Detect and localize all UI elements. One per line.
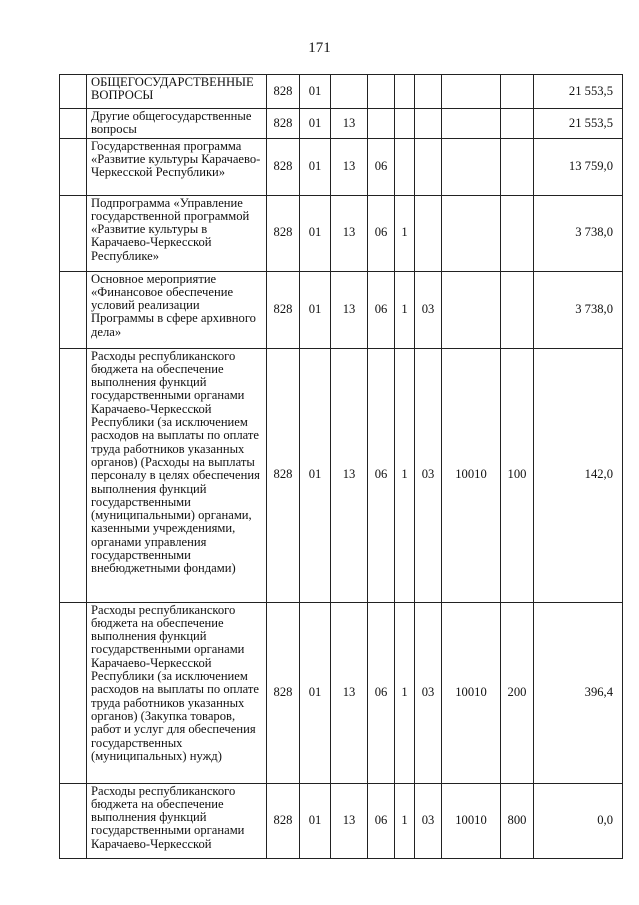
- row-number-cell: [60, 602, 87, 783]
- program-code-cell: 06: [368, 348, 395, 602]
- item-name-cell: Расходы республиканского бюджета на обеспечение выполнения функций государственными органами Карачаево-Черкесской: [87, 783, 267, 858]
- row-number-cell: [60, 271, 87, 348]
- subprogram-code-cell: 1: [395, 783, 415, 858]
- direction-code-cell: [442, 138, 501, 195]
- subsection-code-cell: 13: [331, 195, 368, 271]
- row-number-cell: [60, 195, 87, 271]
- table-row: [60, 109, 623, 139]
- subsection-code-cell: 13: [331, 138, 368, 195]
- table-row: [60, 783, 623, 858]
- subsection-code-cell: [331, 75, 368, 109]
- expense-type-cell: 100: [501, 348, 534, 602]
- section-code-cell: 01: [300, 138, 331, 195]
- activity-code-cell: [415, 109, 442, 139]
- row-number-cell: [60, 75, 87, 109]
- section-code-cell: 01: [300, 602, 331, 783]
- amount-cell: 3 738,0: [534, 195, 623, 271]
- expense-type-cell: 200: [501, 602, 534, 783]
- table-row: [60, 75, 623, 109]
- amount-cell: 396,4: [534, 602, 623, 783]
- direction-code-cell: 10010: [442, 348, 501, 602]
- subprogram-code-cell: 1: [395, 195, 415, 271]
- table-row: [60, 195, 623, 271]
- amount-cell: 0,0: [534, 783, 623, 858]
- program-code-cell: [368, 109, 395, 139]
- row-number-cell: [60, 783, 87, 858]
- expense-type-cell: [501, 138, 534, 195]
- expense-type-cell: [501, 271, 534, 348]
- item-name-cell: Подпрограмма «Управление государственной программой «Развитие культуры в Карачаево-Черкесской Республике»: [87, 195, 267, 271]
- activity-code-cell: 03: [415, 602, 442, 783]
- subsection-code-cell: 13: [331, 783, 368, 858]
- direction-code-cell: [442, 195, 501, 271]
- row-number-cell: [60, 109, 87, 139]
- subprogram-code-cell: [395, 109, 415, 139]
- ministry-code-cell: 828: [267, 138, 300, 195]
- amount-cell: 21 553,5: [534, 109, 623, 139]
- program-code-cell: 06: [368, 195, 395, 271]
- budget-table: [59, 74, 623, 859]
- activity-code-cell: 03: [415, 348, 442, 602]
- program-code-cell: 06: [368, 783, 395, 858]
- subprogram-code-cell: 1: [395, 602, 415, 783]
- subprogram-code-cell: 1: [395, 271, 415, 348]
- direction-code-cell: 10010: [442, 602, 501, 783]
- expense-type-cell: 800: [501, 783, 534, 858]
- subsection-code-cell: 13: [331, 271, 368, 348]
- activity-code-cell: [415, 138, 442, 195]
- item-name-cell: ОБЩЕГОСУДАРСТВЕННЫЕ ВОПРОСЫ: [87, 75, 267, 109]
- amount-cell: 142,0: [534, 348, 623, 602]
- subsection-code-cell: 13: [331, 109, 368, 139]
- section-code-cell: 01: [300, 783, 331, 858]
- expense-type-cell: [501, 75, 534, 109]
- expense-type-cell: [501, 109, 534, 139]
- program-code-cell: 06: [368, 602, 395, 783]
- program-code-cell: 06: [368, 138, 395, 195]
- table-row: [60, 348, 623, 602]
- ministry-code-cell: 828: [267, 271, 300, 348]
- ministry-code-cell: 828: [267, 109, 300, 139]
- ministry-code-cell: 828: [267, 602, 300, 783]
- subprogram-code-cell: [395, 138, 415, 195]
- table-row: [60, 602, 623, 783]
- amount-cell: 3 738,0: [534, 271, 623, 348]
- expense-type-cell: [501, 195, 534, 271]
- row-number-cell: [60, 138, 87, 195]
- section-code-cell: 01: [300, 75, 331, 109]
- item-name-cell: Основное мероприятие «Финансовое обеспечение условий реализации Программы в сфере архивного дела»: [87, 271, 267, 348]
- direction-code-cell: [442, 271, 501, 348]
- activity-code-cell: [415, 195, 442, 271]
- activity-code-cell: [415, 75, 442, 109]
- amount-cell: 21 553,5: [534, 75, 623, 109]
- section-code-cell: 01: [300, 195, 331, 271]
- row-number-cell: [60, 348, 87, 602]
- direction-code-cell: [442, 109, 501, 139]
- section-code-cell: 01: [300, 271, 331, 348]
- table-row: [60, 271, 623, 348]
- table-row: [60, 138, 623, 195]
- item-name-cell: Другие общегосударственные вопросы: [87, 109, 267, 139]
- subprogram-code-cell: [395, 75, 415, 109]
- ministry-code-cell: 828: [267, 783, 300, 858]
- item-name-cell: Расходы республиканского бюджета на обеспечение выполнения функций государственными органами Карачаево-Черкесской Республики (за исключением расходов на выплаты по оплате труда работников указанных органов) (Расходы на выплаты персоналу в целях обеспечения выполнения функций государственными (муниципальными) органами, казенными учреждениями, органами управления государственными внебюджетными фондами): [87, 348, 267, 602]
- amount-cell: 13 759,0: [534, 138, 623, 195]
- item-name-cell: Государственная программа «Развитие культуры Карачаево-Черкесской Республики»: [87, 138, 267, 195]
- subsection-code-cell: 13: [331, 602, 368, 783]
- direction-code-cell: [442, 75, 501, 109]
- ministry-code-cell: 828: [267, 75, 300, 109]
- subsection-code-cell: 13: [331, 348, 368, 602]
- section-code-cell: 01: [300, 348, 331, 602]
- program-code-cell: [368, 75, 395, 109]
- activity-code-cell: 03: [415, 783, 442, 858]
- program-code-cell: 06: [368, 271, 395, 348]
- ministry-code-cell: 828: [267, 348, 300, 602]
- ministry-code-cell: 828: [267, 195, 300, 271]
- subprogram-code-cell: 1: [395, 348, 415, 602]
- activity-code-cell: 03: [415, 271, 442, 348]
- page-number: 171: [308, 40, 331, 56]
- direction-code-cell: 10010: [442, 783, 501, 858]
- item-name-cell: Расходы республиканского бюджета на обеспечение выполнения функций государственными органами Карачаево-Черкесской Республики (за исключением расходов на выплаты по оплате труда работников указанных органов) (Закупка товаров, работ и услуг для обеспечения государственных (муниципальных) нужд): [87, 602, 267, 783]
- section-code-cell: 01: [300, 109, 331, 139]
